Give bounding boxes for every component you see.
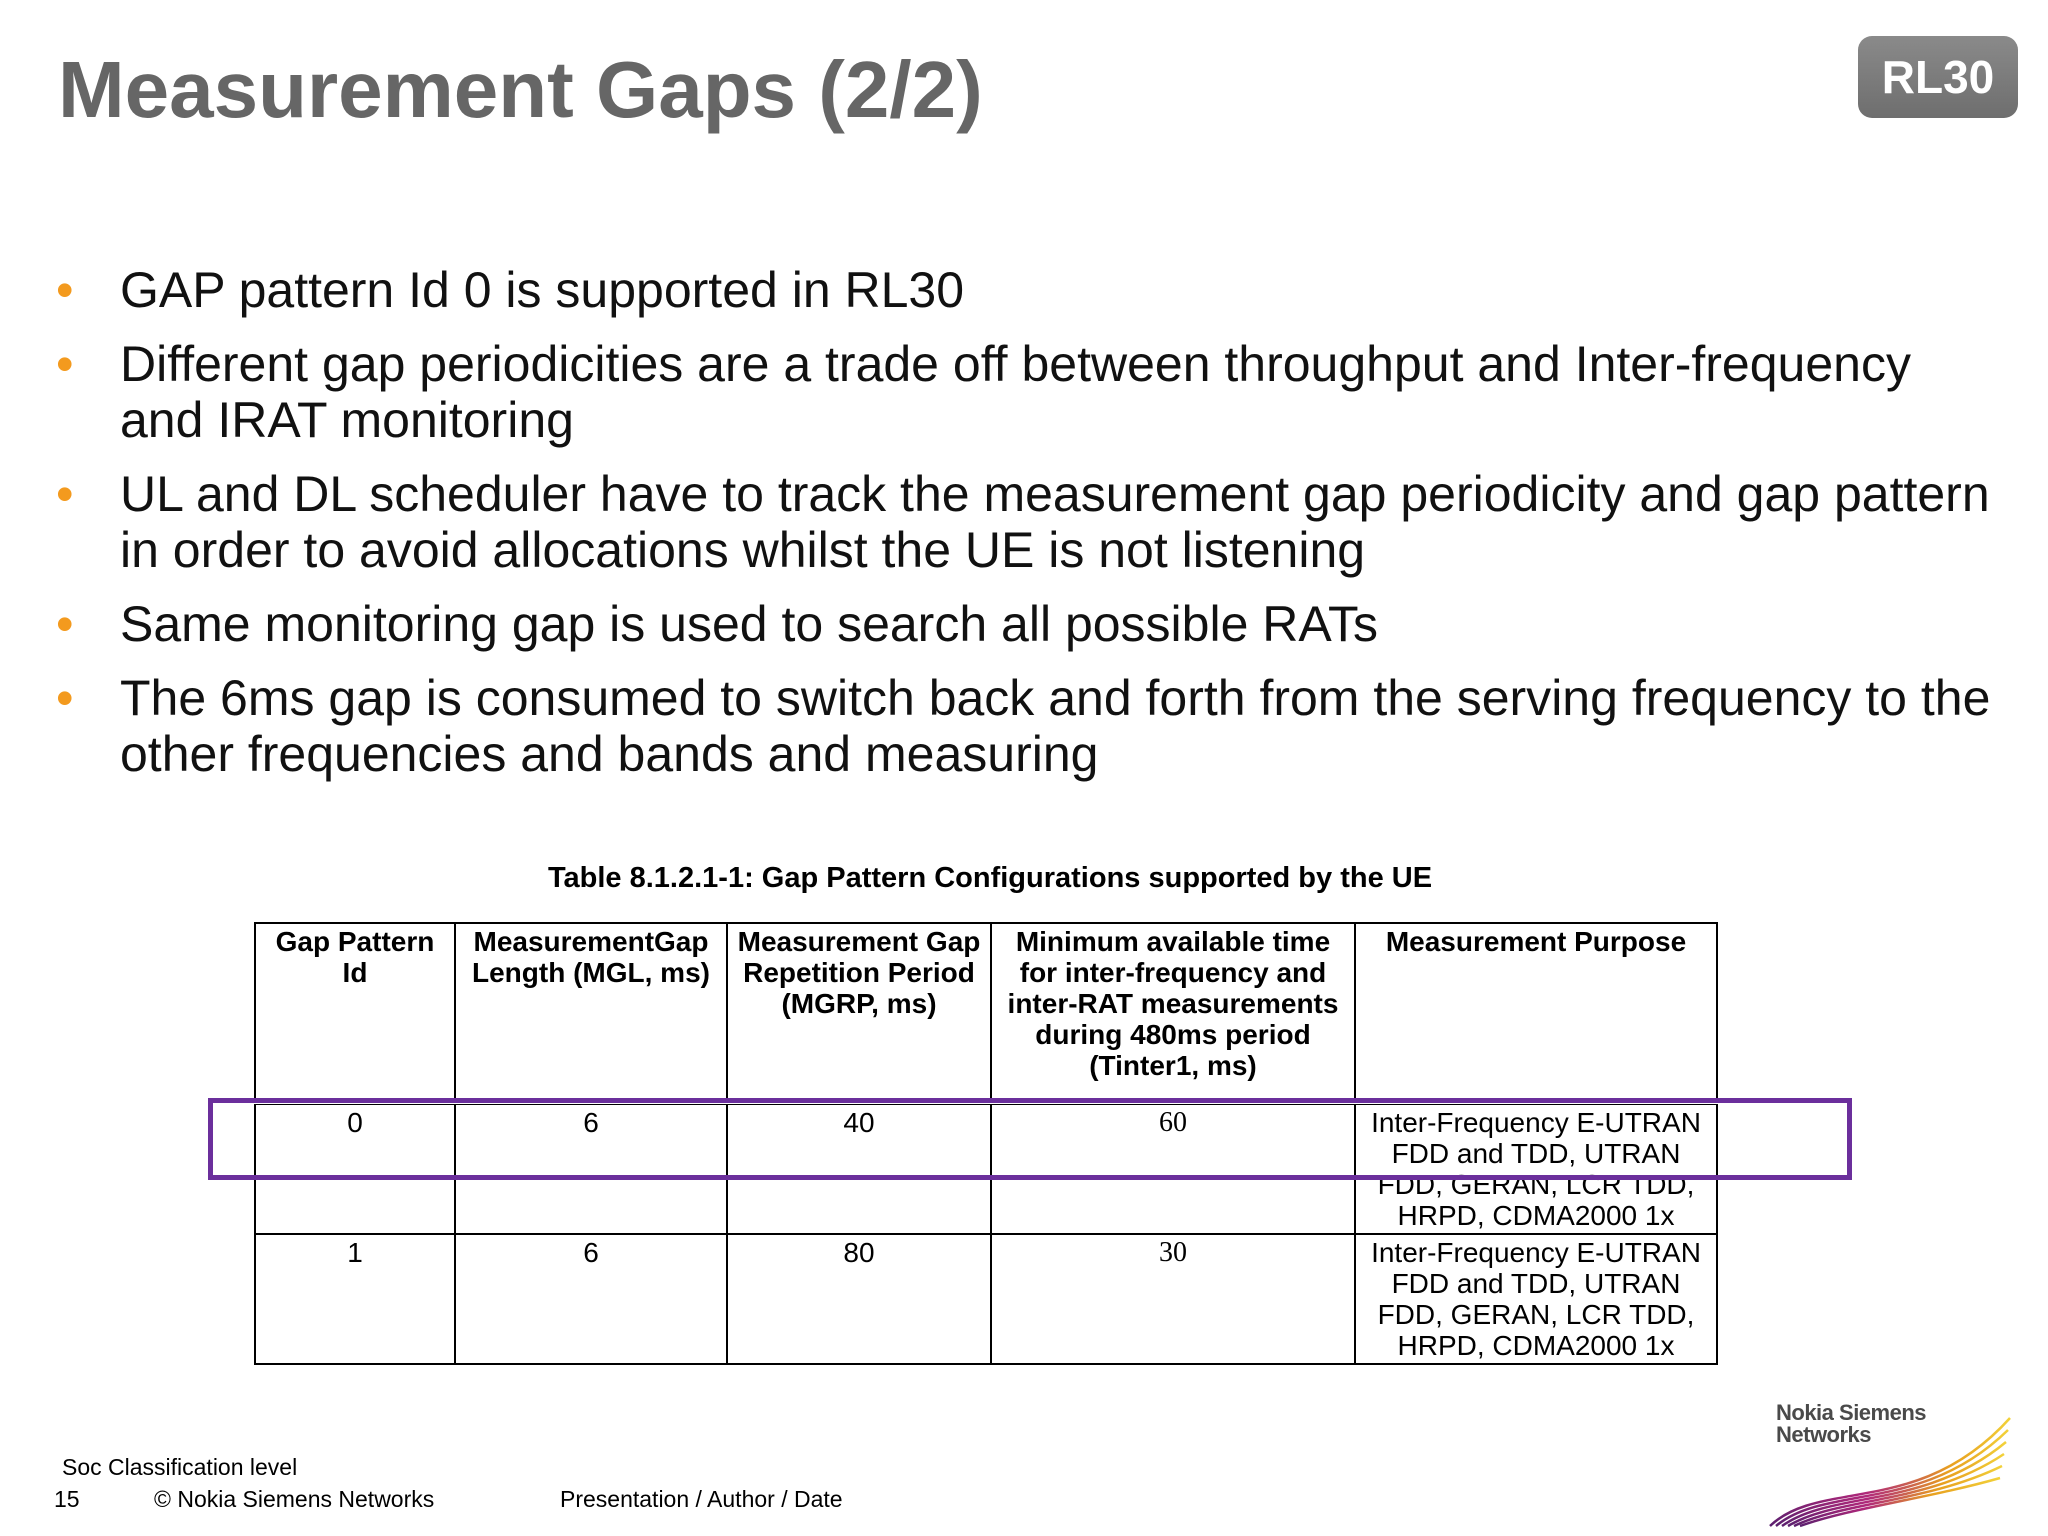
bullet-text: The 6ms gap is consumed to switch back and forth from the serving frequency to the other frequencies and bands and measuring — [120, 670, 1991, 782]
cell-tinter1: 30 — [991, 1234, 1355, 1364]
cell-gap-id: 1 — [255, 1234, 455, 1364]
header-tinter1: Minimum available time for inter-frequency and inter-RAT measurements during 480ms period (Tinter1, ms) — [991, 923, 1355, 1103]
bullet-item — [56, 670, 1996, 782]
release-badge: RL30 — [1858, 36, 2018, 118]
footer-presentation: Presentation / Author / Date — [560, 1486, 843, 1512]
bullet-dot-icon: • — [56, 466, 74, 522]
bullet-dot-icon: • — [56, 262, 74, 318]
bullet-dot-icon: • — [56, 596, 74, 652]
bullet-item — [56, 262, 1996, 318]
cell-mgl: 6 — [455, 1234, 727, 1364]
bullet-text: Same monitoring gap is used to search all possible RATs — [120, 596, 1379, 652]
cell-tinter1: 60 — [991, 1103, 1355, 1234]
cell-gap-id: 0 — [255, 1103, 455, 1234]
cell-mgl: 6 — [455, 1103, 727, 1234]
bullet-dot-icon: • — [56, 336, 74, 392]
cell-mgrp: 40 — [727, 1103, 991, 1234]
bullet-dot-icon: • — [56, 670, 74, 726]
slide-title: Measurement Gaps (2/2) — [58, 45, 983, 134]
cell-mgrp: 80 — [727, 1234, 991, 1364]
footer-page-number: 15 — [54, 1486, 80, 1512]
bullet-item — [56, 336, 1996, 448]
table-row — [255, 1234, 1717, 1364]
header-mgl: MeasurementGap Length (MGL, ms) — [455, 923, 727, 1103]
cell-purpose: Inter-Frequency E-UTRAN FDD and TDD, UTRAN FDD, GERAN, LCR TDD, HRPD, CDMA2000 1x — [1355, 1103, 1717, 1234]
header-gap-pattern-id: Gap Pattern Id — [255, 923, 455, 1103]
bullet-text: GAP pattern Id 0 is supported in RL30 — [120, 262, 965, 318]
bullet-item — [56, 596, 1996, 652]
logo-text: Nokia Siemens Networks — [1776, 1400, 1927, 1447]
bullet-text: Different gap periodicities are a trade off between throughput and Inter-frequency and IRAT monitoring — [120, 336, 1911, 448]
table-caption: Table 8.1.2.1-1: Gap Pattern Configurations supported by the UE — [547, 862, 1433, 894]
row-highlight-box — [208, 1098, 1852, 1180]
header-purpose: Measurement Purpose — [1355, 923, 1717, 1103]
bullet-item — [56, 466, 1996, 578]
bullet-list — [56, 262, 1996, 800]
bullet-text: UL and DL scheduler have to track the measurement gap periodicity and gap pattern in order to avoid allocations whilst the UE is not listening — [120, 466, 1990, 578]
table-header-row — [255, 923, 1717, 1103]
footer-classification: Soc Classification level — [62, 1454, 298, 1480]
nokia-siemens-logo — [1760, 1398, 2020, 1528]
footer-copyright: © Nokia Siemens Networks — [154, 1486, 435, 1512]
cell-purpose: Inter-Frequency E-UTRAN FDD and TDD, UTRAN FDD, GERAN, LCR TDD, HRPD, CDMA2000 1x — [1355, 1234, 1717, 1364]
header-mgrp: Measurement Gap Repetition Period (MGRP, ms) — [727, 923, 991, 1103]
